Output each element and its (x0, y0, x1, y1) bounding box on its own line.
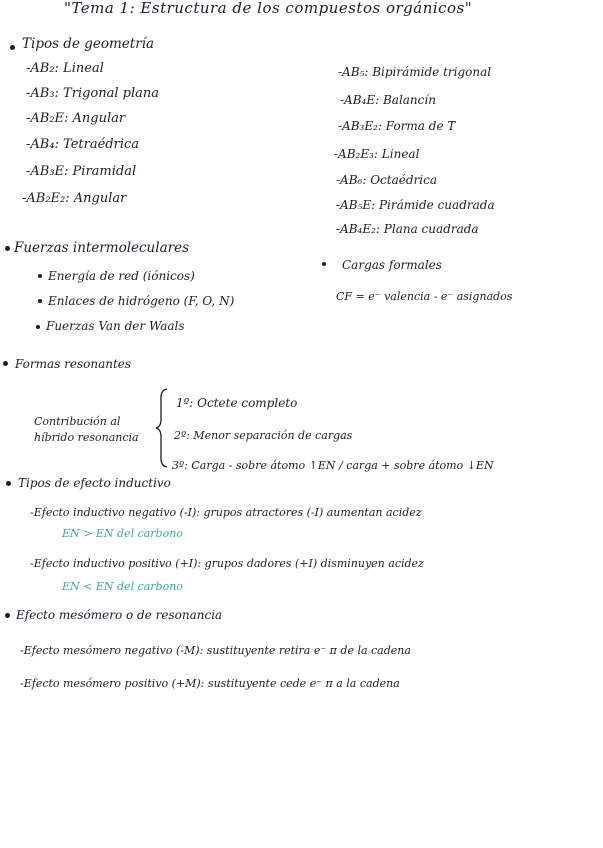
bullet-dot (322, 262, 326, 266)
geometry-heading: Tipos de geometría (22, 36, 155, 52)
geometry-right-item: -AB₅E: Pirámide cuadrada (336, 198, 495, 212)
inductive-negative-note: EN > EN del carbono (62, 527, 183, 540)
bullet-dot (38, 274, 42, 278)
resonance-item: 1º: Octete completo (176, 396, 298, 410)
geometry-right-item: -AB₆: Octaédrica (336, 173, 437, 187)
resonance-heading: Formas resonantes (15, 357, 132, 371)
page-title: "Tema 1: Estructura de los compuestos orgánicos" (64, 0, 473, 17)
charges-heading: Cargas formales (342, 258, 442, 272)
geometry-right-item: -AB₂E₃: Lineal (334, 147, 420, 161)
resonance-label: Contribución al (34, 415, 121, 428)
curly-brace (155, 387, 171, 469)
geometry-right-item: -AB₃E₂: Forma de T (338, 119, 456, 133)
forces-item: Fuerzas Van der Waals (46, 319, 185, 333)
forces-item: Enlaces de hidrógeno (F, O, N) (48, 294, 235, 308)
resonance-item: 3º: Carga - sobre átomo ↑EN / carga + sobre átomo ↓EN (172, 459, 494, 472)
mesomeric-positive: -Efecto mesómero positivo (+M): sustituyente cede e⁻ π a la cadena (20, 677, 400, 690)
bullet-dot (5, 613, 10, 618)
bullet-dot (3, 361, 8, 366)
geometry-left-item: -AB₂: Lineal (26, 61, 104, 76)
forces-item: Energía de red (iónicos) (48, 269, 195, 283)
charges-formula: CF = e⁻ valencia - e⁻ asignados (336, 290, 513, 303)
forces-heading: Fuerzas intermoleculares (14, 240, 189, 256)
inductive-heading: Tipos de efecto inductivo (18, 476, 171, 490)
geometry-left-item: -AB₃E: Piramidal (26, 164, 137, 179)
geometry-right-item: -AB₄E: Balancín (340, 93, 436, 107)
geometry-left-item: -AB₂E: Angular (26, 111, 126, 126)
bullet-dot (36, 325, 40, 329)
resonance-item: 2º: Menor separación de cargas (174, 429, 353, 442)
resonance-label: híbrido resonancia (34, 431, 139, 444)
geometry-right-item: -AB₄E₂: Plana cuadrada (336, 222, 479, 236)
inductive-negative: -Efecto inductivo negativo (-I): grupos atractores (-I) aumentan acidez (30, 506, 422, 519)
geometry-left-item: -AB₃: Trigonal plana (26, 86, 160, 101)
inductive-positive-note: EN < EN del carbono (62, 580, 183, 593)
mesomeric-negative: -Efecto mesómero negativo (-M): sustituyente retira e⁻ π de la cadena (20, 644, 411, 657)
inductive-positive: -Efecto inductivo positivo (+I): grupos dadores (+I) disminuyen acidez (30, 557, 424, 570)
bullet-dot (38, 299, 42, 303)
geometry-left-item: -AB₄: Tetraédrica (26, 137, 140, 152)
bullet-dot (6, 481, 11, 486)
mesomeric-heading: Efecto mesómero o de resonancia (16, 608, 223, 622)
bullet-dot (10, 45, 15, 50)
geometry-left-item: -AB₂E₂: Angular (22, 191, 127, 206)
bullet-dot (5, 246, 10, 251)
geometry-right-item: -AB₅: Bipirámide trigonal (338, 65, 492, 79)
